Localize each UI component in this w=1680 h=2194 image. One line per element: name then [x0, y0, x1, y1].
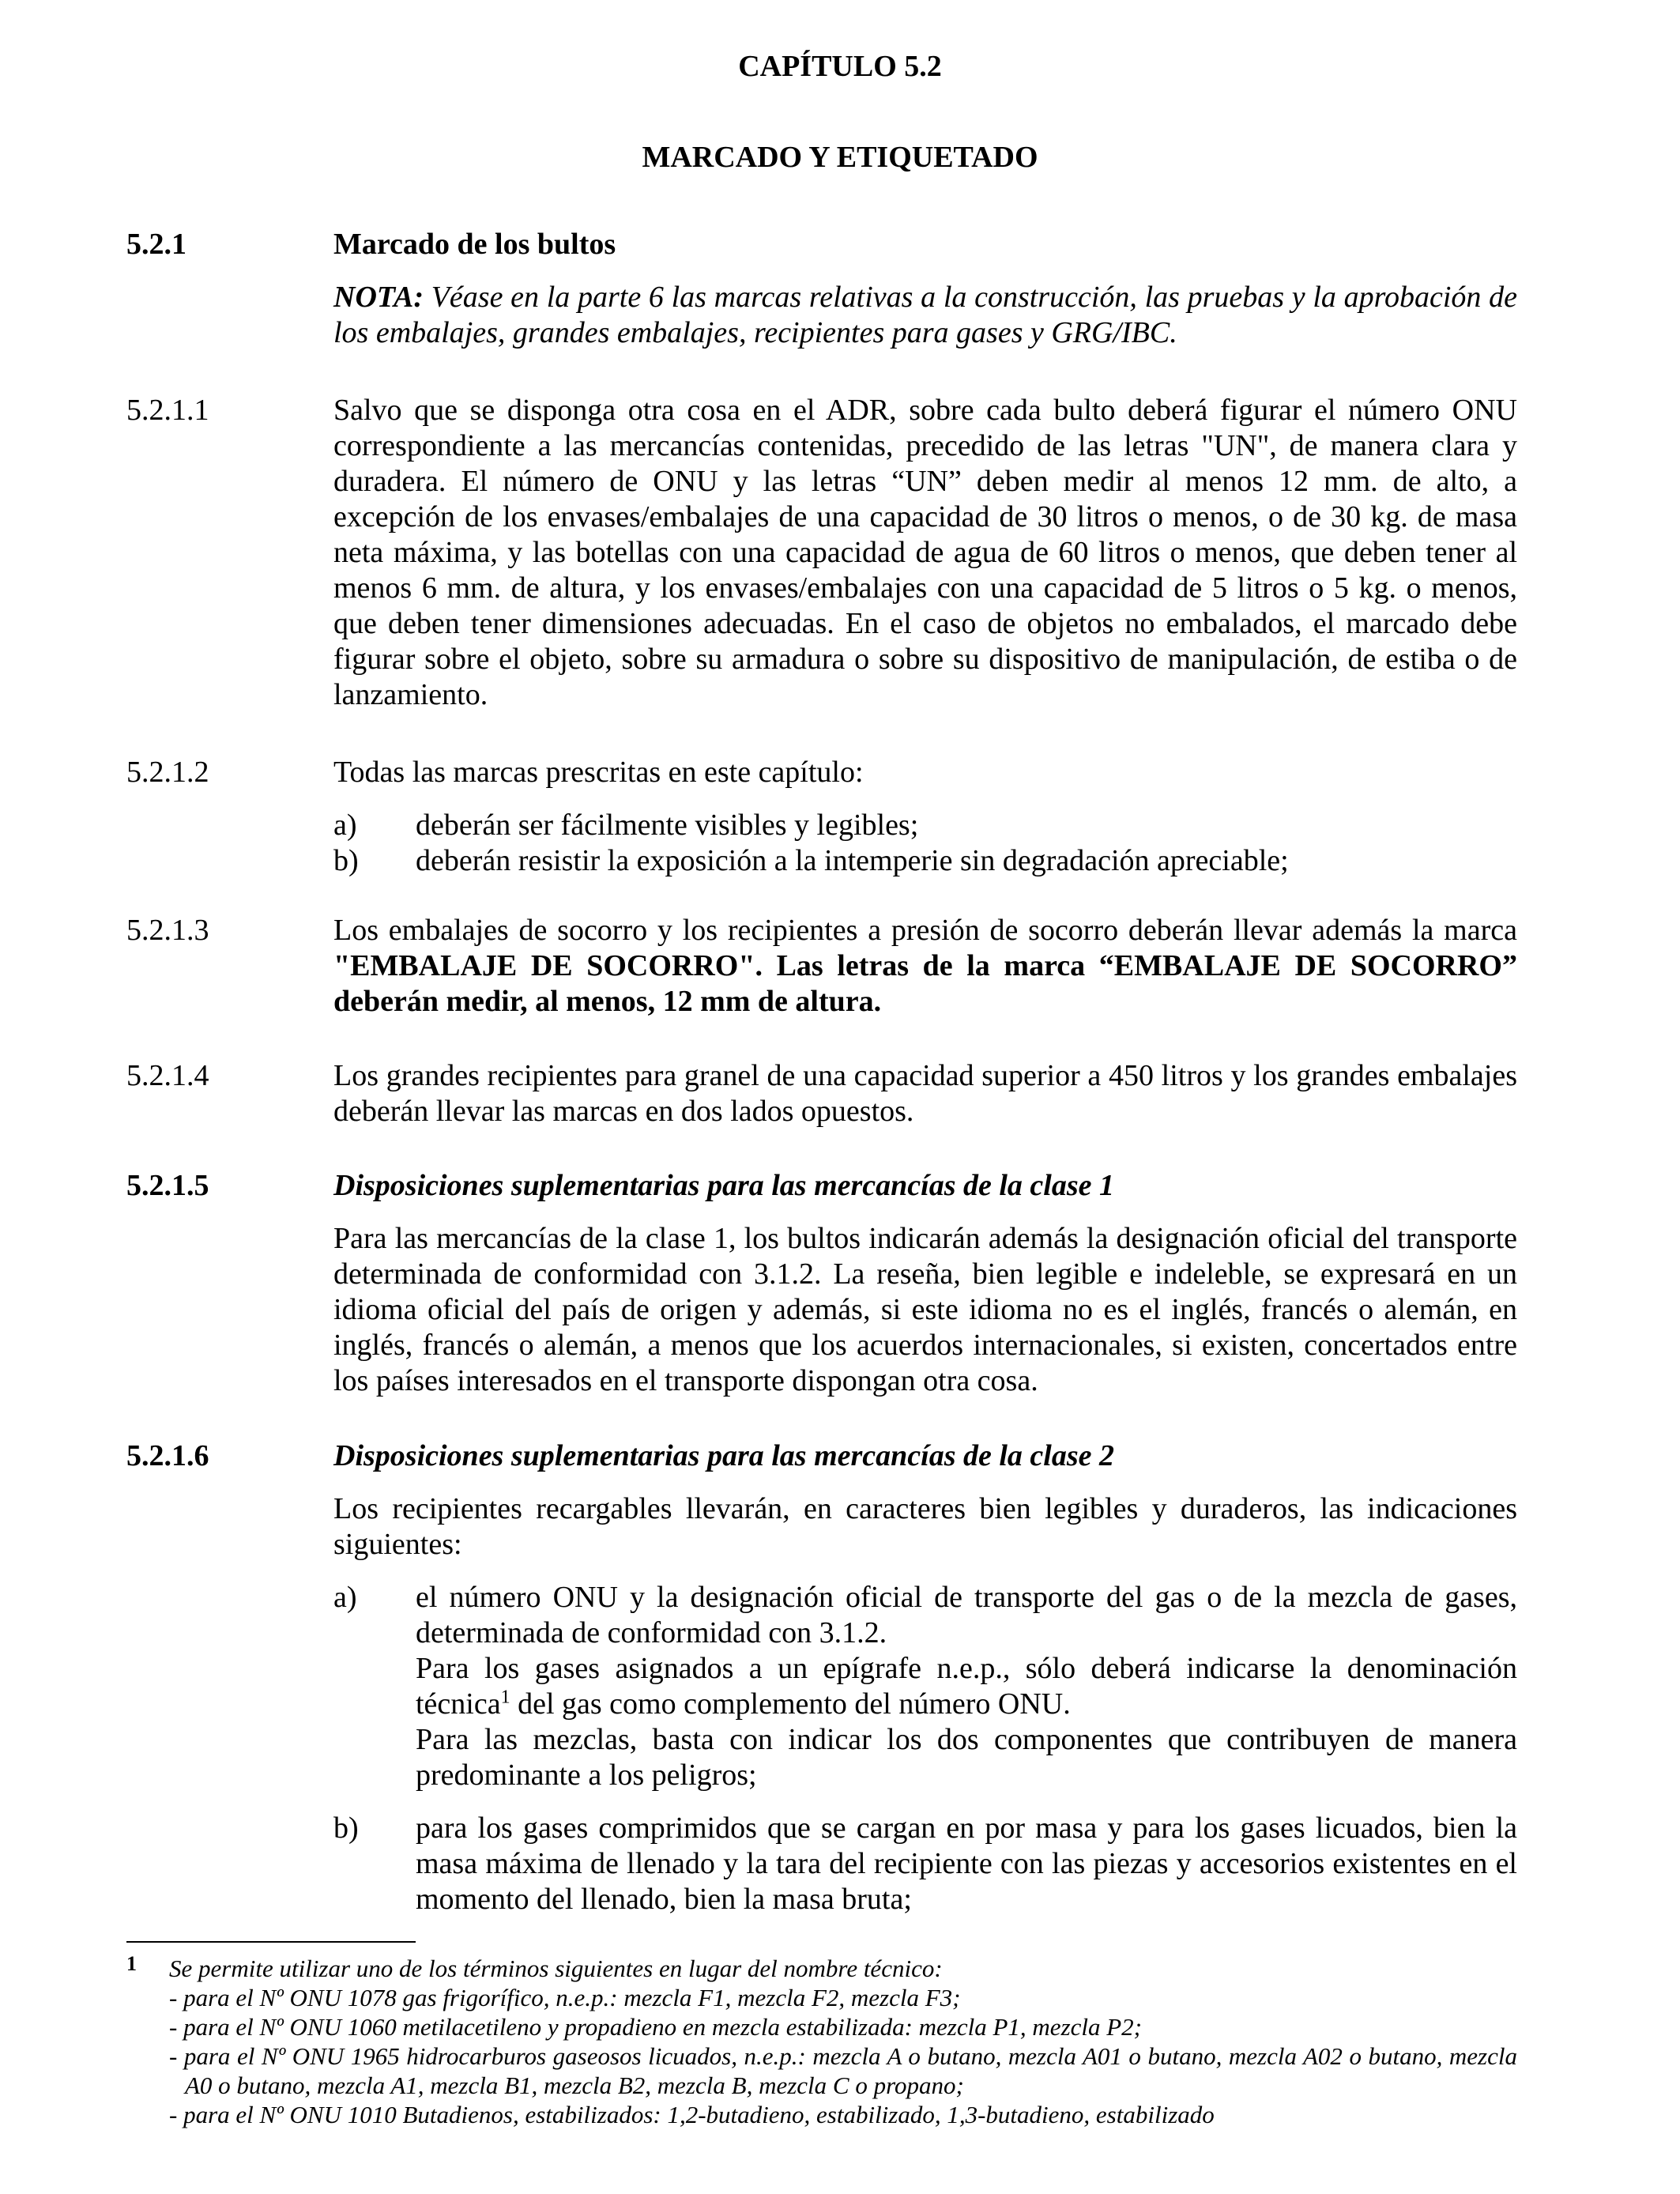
section-5-2-1-2 — [126, 755, 1517, 879]
page-title: MARCADO Y ETIQUETADO — [642, 141, 1038, 174]
footnote-line: - para el Nº ONU 1965 hidrocarburos gaseosos licuados, n.e.p.: mezcla A o butano, mezcla A01 o butano, mezcla A02 o butano, mezcla A0 o butano, mezcla A1, mezcla B1, mezcla B2, mezcla B, mezcla C o propano; — [169, 2042, 1517, 2099]
list-label: a) — [333, 809, 357, 842]
list-subparagraph-text: del gas como complemento del número ONU. — [510, 1687, 1071, 1721]
section-5-2-1-3 — [126, 913, 1517, 1020]
section-5-2-1-1 — [126, 393, 1517, 713]
section-number: 5.2.1 — [126, 228, 186, 261]
footnote-line: - para el Nº ONU 1010 Butadienos, estabilizados: 1,2-butadieno, estabilizado, 1,3-butadieno, estabilizado — [169, 2101, 1215, 2128]
paragraph-bold: "EMBALAJE DE SOCORRO". Las letras de la marca “EMBALAJE DE SOCORRO” deberán medir, al menos, 12 mm de altura. — [333, 949, 1517, 1018]
list-item — [333, 808, 1517, 843]
section-5-2-1-4 — [126, 1058, 1517, 1129]
section-heading: Disposiciones suplementarias para las mercancías de la clase 1 — [333, 1169, 1114, 1202]
footnote-separator — [126, 1941, 416, 1943]
paragraph-plain: Los embalajes de socorro y los recipientes a presión de socorro deberán llevar además la marca — [333, 914, 1517, 947]
paragraph — [333, 913, 1517, 1020]
list-text: el número ONU y la designación oficial de transporte del gas o de la mezcla de gases, determinada de conformidad con 3.1.2. — [416, 1581, 1517, 1649]
list-label: b) — [333, 844, 359, 877]
list-text: deberán ser fácilmente visibles y legibles; — [416, 809, 919, 842]
list-label: b) — [333, 1811, 359, 1845]
section-number: 5.2.1.2 — [126, 756, 209, 789]
footnote-mark: 1 — [126, 1952, 137, 1975]
section-number: 5.2.1.1 — [126, 394, 209, 427]
list-subparagraph — [416, 1651, 1517, 1722]
section-heading: Marcado de los bultos — [333, 228, 616, 261]
footnote — [126, 1954, 1517, 2129]
footnote-ref: 1 — [500, 1687, 510, 1708]
paragraph: Para las mercancías de la clase 1, los bultos indicarán además la designación oficial del transporte determinada de conformidad con 3.1.2. La reseña, bien legible e indeleble, se expresará en un idioma oficial del país de origen y además, si este idioma no es el inglés, francés o alemán, en inglés, francés o alemán, a menos que los acuerdos internacionales, si existen, concertados entre los países interesados en el transporte dispongan otra cosa. — [333, 1222, 1517, 1397]
chapter-title: CAPÍTULO 5.2 — [738, 50, 942, 83]
list-label: a) — [333, 1581, 357, 1614]
list-subparagraph-text: Para los gases asignados a un epígrafe n.e.p., sólo deberá indicarse la denominación técnica — [416, 1652, 1517, 1721]
section-5-2-1-6 — [126, 1438, 1517, 1917]
section-heading: Disposiciones suplementarias para las mercancías de la clase 2 — [333, 1439, 1114, 1472]
list-item-b — [333, 1811, 1517, 1917]
footnote-title: Se permite utilizar uno de los términos siguientes en lugar del nombre técnico: — [169, 1955, 943, 1982]
section-number: 5.2.1.4 — [126, 1059, 209, 1092]
section-number: 5.2.1.6 — [126, 1439, 209, 1472]
nota — [333, 280, 1517, 351]
footnote-line: - para el Nº ONU 1060 metilacetileno y propadieno en mezcla estabilizada: mezcla P1, mezcla P2; — [169, 2013, 1143, 2041]
list-subparagraph: Para las mezclas, basta con indicar los dos componentes que contribuyen de manera predominante a los peligros; — [416, 1723, 1517, 1792]
paragraph: Salvo que se disponga otra cosa en el ADR, sobre cada bulto deberá figurar el número ONU correspondiente a las mercancías contenidas, precedido de las letras "UN", de manera clara y duradera. El número de ONU y las letras “UN” deben medir al menos 12 mm. de alto, a excepción de los envases/embalajes de una capacidad de 30 litros o menos, o de 30 kg. de masa neta máxima, y las botellas con una capacidad de agua de 60 litros o menos, que deben tener al menos 6 mm. de altura, y los envases/embalajes con una capacidad de 5 litros o 5 kg. o menos, que deben tener dimensiones adecuadas. En el caso de objetos no embalados, el marcado debe figurar sobre el objeto, sobre su armadura o sobre su dispositivo de manipulación, de estiba o de lanzamiento. — [333, 394, 1517, 711]
list-text: para los gases comprimidos que se cargan en por masa y para los gases licuados, bien la masa máxima de llenado y la tara del recipiente con las piezas y accesorios existentes en el momento del llenado, bien la masa bruta; — [416, 1811, 1517, 1916]
section-5-2-1 — [126, 227, 1517, 351]
list-item — [333, 843, 1517, 879]
list-item-a — [333, 1580, 1517, 1793]
paragraph: Los recipientes recargables llevarán, en caracteres bien legibles y duraderos, las indicaciones siguientes: — [333, 1492, 1517, 1561]
section-5-2-1-5 — [126, 1168, 1517, 1399]
nota-label: NOTA: — [333, 281, 424, 314]
section-number: 5.2.1.5 — [126, 1169, 209, 1202]
list-text: deberán resistir la exposición a la intemperie sin degradación apreciable; — [416, 844, 1289, 877]
paragraph: Todas las marcas prescritas en este capítulo: — [333, 756, 864, 789]
nota-text: Véase en la parte 6 las marcas relativas a la construcción, las pruebas y la aprobación de los embalajes, grandes embalajes, recipientes para gases y GRG/IBC. — [333, 281, 1518, 349]
paragraph: Los grandes recipientes para granel de una capacidad superior a 450 litros y los grandes embalajes deberán llevar las marcas en dos lados opuestos. — [333, 1059, 1517, 1128]
footnote-line: - para el Nº ONU 1078 gas frigorífico, n.e.p.: mezcla F1, mezcla F2, mezcla F3; — [169, 1984, 961, 2011]
section-number: 5.2.1.3 — [126, 914, 209, 947]
